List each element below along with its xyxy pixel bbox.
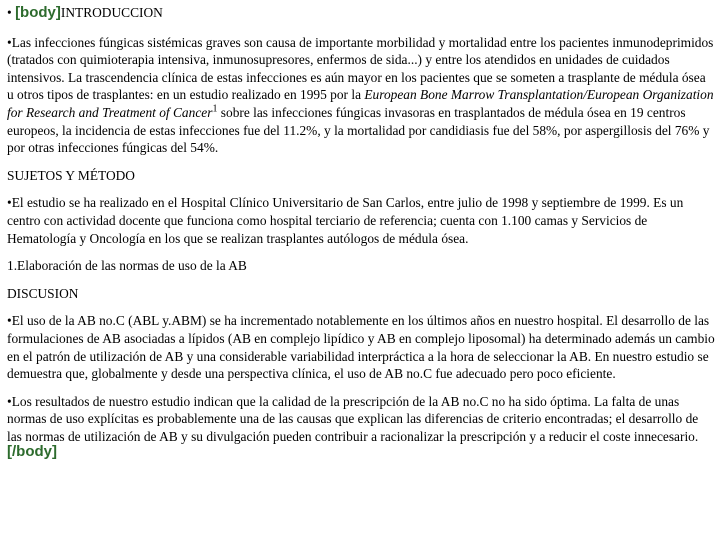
intro-text-part2: sobre las infecciones fúngicas invasoras en trasplantados de médula ósea en 19 centros europeos, la incidencia de estas infecciones fue del 11.2%, y la mortalidad por candidiasis fue del 58%, por aspergillosis del 76% y por otras infecciones fúngicas del 54%.: [7, 104, 710, 156]
bullet: •: [7, 34, 12, 50]
discusion-paragraph-2: [7, 393, 715, 446]
footnote-ref: 1: [212, 103, 218, 115]
sujetos-paragraph: [7, 194, 715, 247]
bullet: •: [7, 313, 12, 329]
numbered-item: 1.Elaboración de las normas de uso de la AB: [7, 258, 247, 274]
discusion-text-2: Los resultados de nuestro estudio indican que la calidad de la prescripción de la AB no.C no ha sido óptima. La falta de unas normas de uso explícitas es probablemente una de las causas que explican las diferencias de criterio encontradas; el desarrollo de las normas de utilización de AB y su divulgación pueden contribuir a racionalizar la prescripción y a reducir el coste innecesario.: [7, 393, 699, 444]
discusion-text-1: El uso de la AB no.C (ABL y.ABM) se ha incrementado notablemente en los últimos años en nuestro hospital. El desarrollo de las formulaciones de AB asociadas a lípidos (AB en complejo lipídico y AB en complejo liposomal) ha determinado además un cambio en el patrón de utilización de AB y una considerable variabilidad interpráctica a la hora de seleccionar la AB. En nuestro estudio se demuestra que, globalmente y desde una perspectiva clínica, el uso de AB no.C fue adecuado pero poco eficiente.: [7, 313, 715, 382]
section-title-discusion: DISCUSION: [7, 285, 79, 301]
intro-paragraph: [7, 34, 715, 157]
intro-text-part1: Las infecciones fúngicas sistémicas graves son causa de importante morbilidad y mortalidad entre los pacientes inmunodeprimidos (tratados con quimioterapia intensiva, inmunosupresores, enfermos de sida...) y entre los atendidos en unidades de cuidados intensivos. La trascendencia clínica de estas infecciones es aún mayor en los pacientes que se someten a trasplante de médula ósea u otros tipos de trasplantes: en un estudio realizado en 1995 por la: [7, 34, 714, 103]
document-body: [7, 4, 715, 461]
discusion-paragraph-1: [7, 312, 715, 382]
intro-heading-line: [7, 4, 715, 22]
section-title-sujetos: SUJETOS Y MÉTODO: [7, 167, 135, 183]
intro-study-name: European Bone Marrow Transplantation/European Organization for Research and Treatment of Cancer: [7, 87, 714, 120]
body-close-tag: [/body]: [7, 443, 57, 461]
sujetos-text: El estudio se ha realizado en el Hospital Clínico Universitario de San Carlos, entre julio de 1998 y septiembre de 1999. Es un centro con actividad docente que funciona como hospital terciario de referencia; cuenta con 1.100 camas y Servicios de Hematología y Oncología en los que se realizan trasplantes autólogos de médula ósea.: [7, 195, 684, 246]
body-close-line: [7, 443, 715, 461]
body-open-tag: [body]: [15, 4, 61, 21]
section-title-introduccion: INTRODUCCION: [60, 5, 163, 20]
bullet: •: [7, 195, 12, 211]
bullet: •: [7, 393, 12, 409]
bullet: •: [7, 5, 12, 20]
